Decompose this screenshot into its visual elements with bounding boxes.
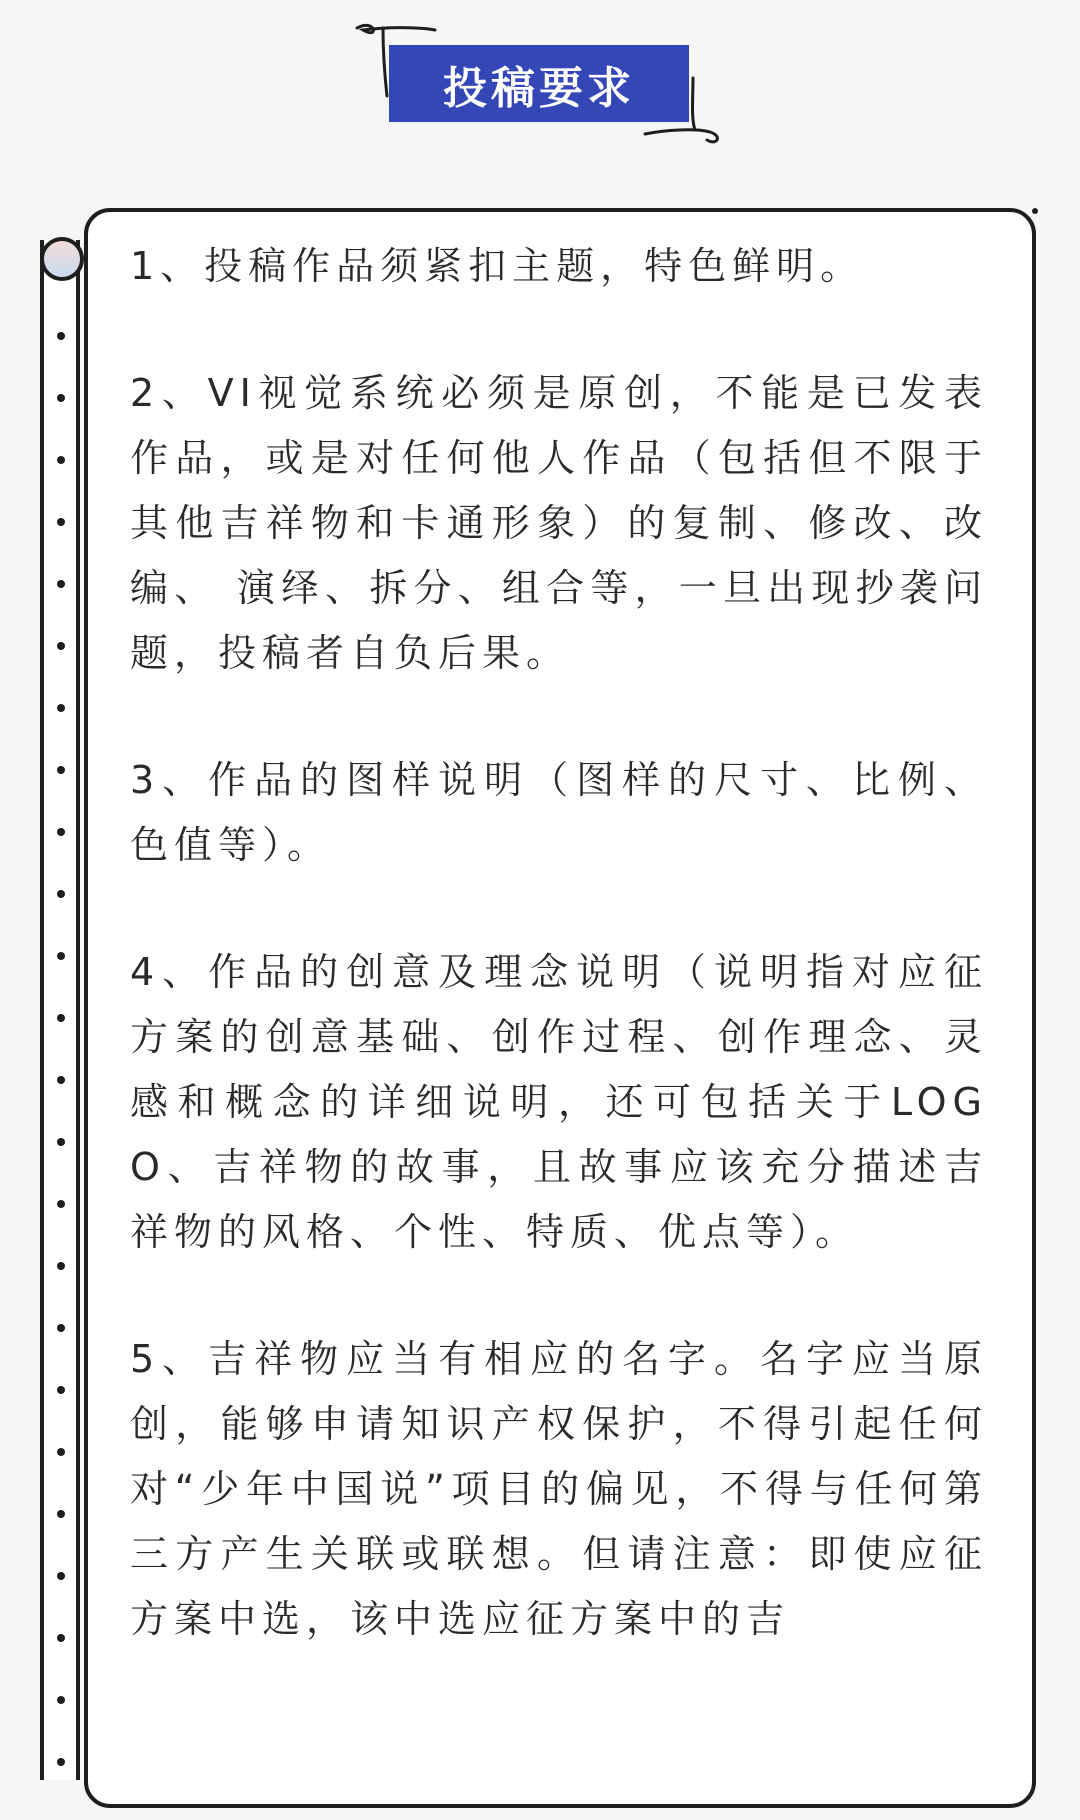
binding-hole xyxy=(57,1138,65,1146)
binding-hole xyxy=(57,890,65,898)
binding-hole xyxy=(57,1572,65,1580)
section-title: 投稿要求 xyxy=(389,45,689,122)
binding-hole xyxy=(57,1324,65,1332)
card-corner-mark xyxy=(1032,208,1038,214)
requirements-list xyxy=(130,234,988,1714)
binding-hole xyxy=(57,1634,65,1642)
requirements-card xyxy=(84,208,1036,1808)
binding-hole xyxy=(57,1076,65,1084)
binding-holes xyxy=(57,332,67,1820)
requirement-item: 3、作品的图样说明（图样的尺寸、比例、色值等）。 xyxy=(130,758,988,867)
binding-hole xyxy=(57,952,65,960)
binding-hole xyxy=(57,766,65,774)
requirement-item: 1、投稿作品须紧扣主题，特色鲜明。 xyxy=(130,244,865,288)
binding-hole xyxy=(57,1262,65,1270)
binding-hole xyxy=(57,1200,65,1208)
binding-hole xyxy=(57,1448,65,1456)
binding-hole xyxy=(57,1386,65,1394)
section-header xyxy=(355,18,725,148)
binding-hole xyxy=(57,1696,65,1704)
requirement-item: 5、吉祥物应当有相应的名字。名字应当原创，能够申请知识产权保护，不得引起任何对“少年中国说”项目的偏见，不得与任何第三方产生关联或联想。但请注意：即使应征方案中选，该中选应征方案中的吉 xyxy=(130,1337,988,1641)
requirement-item: 2、VI视觉系统必须是原创，不能是已发表作品，或是对任何他人作品（包括但不限于其他吉祥物和卡通形象）的复制、修改、改编、 演绎、拆分、组合等，一旦出现抄袭问题，投稿者自负后果。 xyxy=(130,371,988,675)
binder-ring-icon xyxy=(40,237,84,281)
binding-hole xyxy=(57,642,65,650)
binding-hole xyxy=(57,704,65,712)
binding-hole xyxy=(57,456,65,464)
binding-hole xyxy=(57,394,65,402)
binding-hole xyxy=(57,1758,65,1766)
binding-hole xyxy=(57,828,65,836)
requirement-item: 4、作品的创意及理念说明（说明指对应征方案的创意基础、创作过程、创作理念、灵感和概念的详细说明，还可包括关于LOGO、吉祥物的故事，且故事应该充分描述吉祥物的风格、个性、特质、优点等）。 xyxy=(130,950,988,1254)
binding-hole xyxy=(57,518,65,526)
binding-hole xyxy=(57,1014,65,1022)
binding-hole xyxy=(57,332,65,340)
binding-hole xyxy=(57,580,65,588)
binding-hole xyxy=(57,1510,65,1518)
